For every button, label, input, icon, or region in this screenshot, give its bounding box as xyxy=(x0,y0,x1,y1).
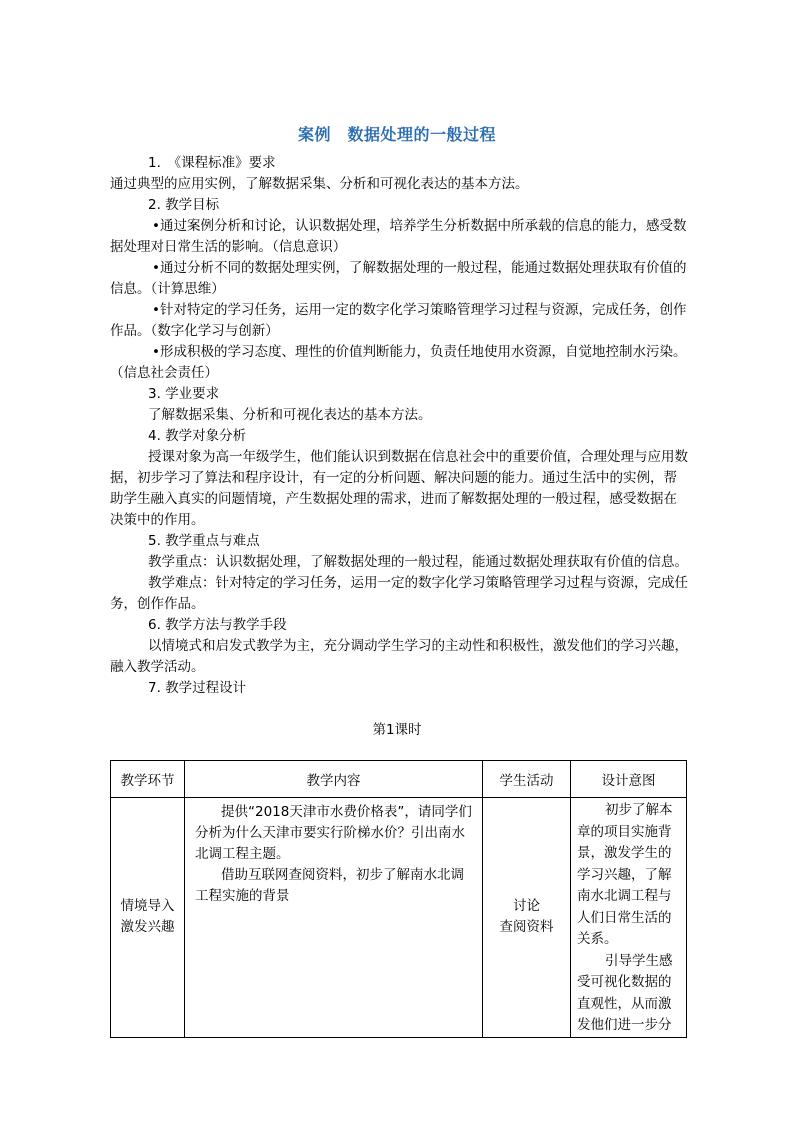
key-point-paragraph: 教学重点：认识数据处理，了解数据处理的一般过程，能通过数据处理获取有价值的信息。 xyxy=(148,554,688,570)
header-intent: 设计意图 xyxy=(571,761,687,798)
intent-paragraph-2: 引导学生感受可视化数据的直观性，从而激发他们进一步分 xyxy=(577,952,673,1033)
activity-line-2: 查阅资料 xyxy=(499,919,554,936)
section-heading-4: 4. 教学对象分析 xyxy=(148,428,247,444)
section-heading-3: 3. 学业要求 xyxy=(148,386,220,402)
intent-paragraph-1: 初步了解本章的项目实施背景，激发学生的学习兴趣，了解南水北调工程与人们日常生活的关系。 xyxy=(577,802,673,947)
section-heading-7: 7. 教学过程设计 xyxy=(148,680,247,696)
activity-cell xyxy=(483,798,571,1038)
header-activity: 学生活动 xyxy=(483,761,571,798)
intent-cell xyxy=(571,798,687,1038)
header-stage: 教学环节 xyxy=(111,761,185,798)
section-heading-5: 5. 教学重点与难点 xyxy=(148,533,260,549)
content-paragraph-1: 提供“2018天津市水费价格表”，请同学们分析为什么天津市要实行阶梯水价？引出南水北调工程主题。 xyxy=(195,804,472,862)
section-6-paragraph: 以情境式和启发式教学为主，充分调动学生学习的主动性和积极性，激发他们的学习兴趣，融入教学活动。 xyxy=(110,638,688,675)
objective-bullet-4: •形成积极的学习态度、理性的价值判断能力，负责任地使用水资源，自觉地控制水污染。（信息社会责任） xyxy=(110,344,687,381)
stage-line-2: 激发兴趣 xyxy=(120,919,175,936)
section-heading-1: 1. 《课程标准》要求 xyxy=(148,155,276,171)
section-4-paragraph: 授课对象为高一年级学生，他们能认识到数据在信息社会中的重要价值，合理处理与应用数据，初步学习了算法和程序设计，有一定的分析问题、解决问题的能力。通过生活中的实例，帮助学生融入真实的问题情境，产生数据处理的需求，进而了解数据处理的一般过程，感受数据在决策中的作用。 xyxy=(110,449,688,528)
stage-cell xyxy=(111,798,185,1038)
activity-line-1: 讨论 xyxy=(513,898,540,915)
difficult-point-paragraph: 教学难点：针对特定的学习任务，运用一定的数字化学习策略管理学习过程与资源，完成任务，创作作品。 xyxy=(110,575,688,612)
objective-bullet-3: •针对特定的学习任务，运用一定的数字化学习策略管理学习过程与资源，完成任务，创作作品。（数字化学习与创新） xyxy=(110,302,687,339)
section-heading-6: 6. 教学方法与教学手段 xyxy=(148,617,287,633)
header-content: 教学内容 xyxy=(185,761,483,798)
content-cell xyxy=(185,798,483,1038)
document-body xyxy=(110,153,688,699)
section-heading-2: 2. 教学目标 xyxy=(148,197,220,213)
teaching-process-table xyxy=(110,760,687,1038)
table-header-row xyxy=(111,761,687,798)
content-paragraph-2: 借助互联网查阅资料，初步了解南水北调工程实施的背景 xyxy=(195,867,464,904)
section-1-paragraph: 通过典型的应用实例，了解数据采集、分析和可视化表达的基本方法。 xyxy=(110,176,529,192)
objective-bullet-2: •通过分析不同的数据处理实例，了解数据处理的一般过程，能通过数据处理获取有价值的信息。（计算思维） xyxy=(110,260,687,297)
table-row xyxy=(111,798,687,1038)
document-title: 案例 数据处理的一般过程 xyxy=(297,125,496,144)
section-3-paragraph: 了解数据采集、分析和可视化表达的基本方法。 xyxy=(148,407,432,423)
stage-line-1: 情境导入 xyxy=(120,898,175,915)
lesson-label: 第1课时 xyxy=(372,722,422,738)
objective-bullet-1: •通过案例分析和讨论，认识数据处理，培养学生分析数据中所承载的信息的能力，感受数据处理对日常生活的影响。（信息意识） xyxy=(110,218,687,255)
